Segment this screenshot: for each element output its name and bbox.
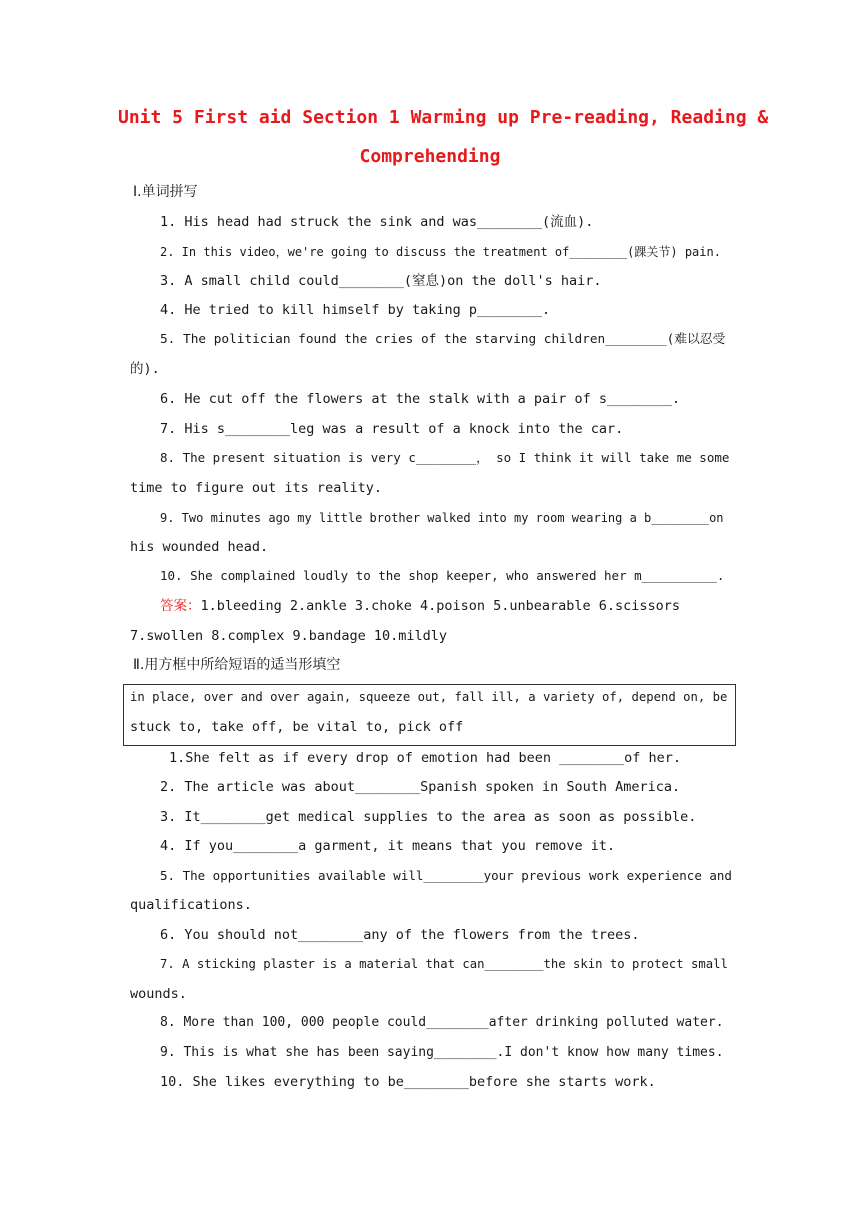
section-1-heading: Ⅰ.单词拼写 <box>133 184 198 200</box>
answer-label: 答案： <box>160 598 201 614</box>
s2-item-5-cont: qualifications. <box>130 897 252 913</box>
phrase-box-line-1: in place, over and over again, squeeze out, fall ill, a variety of, depend on, be <box>130 690 728 704</box>
answer-line-2: 7.swollen 8.complex 9.bandage 10.mildly <box>130 628 447 644</box>
s2-item-3: 3. It________get medical supplies to the area as soon as possible. <box>160 809 697 825</box>
s2-item-1: 1.She felt as if every drop of emotion had been ________of her. <box>169 750 682 766</box>
s2-item-8: 8. More than 100, 000 people could________after drinking polluted water. <box>160 1015 724 1030</box>
s1-item-1: 1. His head had struck the sink and was________(流血). <box>160 214 594 230</box>
phrase-box <box>123 684 736 746</box>
s2-item-2: 2. The article was about________Spanish spoken in South America. <box>160 779 681 795</box>
s1-item-7: 7. His s________leg was a result of a knock into the car. <box>160 421 624 437</box>
s2-item-5: 5. The opportunities available will________your previous work experience and <box>160 868 732 883</box>
s2-item-6: 6. You should not________any of the flowers from the trees. <box>160 927 640 943</box>
s1-item-5: 5. The politician found the cries of the starving children________(难以忍受 <box>160 332 726 347</box>
phrase-box-line-2: stuck to, take off, be vital to, pick off <box>130 719 464 735</box>
answer-text-1: 1.bleeding 2.ankle 3.choke 4.poison 5.unbearable 6.scissors <box>200 598 681 614</box>
s2-item-9: 9. This is what she has been saying________.I don't know how many times. <box>160 1045 724 1060</box>
page-title <box>118 98 769 176</box>
title-line-1: Unit 5 First aid Section 1 Warming up Pre-reading, Reading & <box>118 107 769 128</box>
s1-item-5-cont: 的). <box>130 361 160 377</box>
s1-item-8-cont: time to figure out its reality. <box>130 480 382 496</box>
s1-item-4: 4. He tried to kill himself by taking p________. <box>160 302 551 318</box>
section-2-heading: Ⅱ.用方框中所给短语的适当形填空 <box>133 657 341 673</box>
s2-item-10: 10. She likes everything to be________before she starts work. <box>160 1074 656 1090</box>
s1-item-8: 8. The present situation is very c________， so I think it will take me some <box>160 450 730 465</box>
s2-item-7-cont: wounds. <box>130 986 187 1002</box>
s1-item-9-cont: his wounded head. <box>130 539 269 555</box>
s2-item-7: 7. A sticking plaster is a material that can________the skin to protect small <box>160 957 728 971</box>
s1-item-9: 9. Two minutes ago my little brother walked into my room wearing a b________on <box>160 511 724 525</box>
answer-line-1 <box>160 596 730 616</box>
s1-item-2: 2. In this video，we're going to discuss the treatment of________(踝关节) pain. <box>160 245 721 259</box>
s2-item-4: 4. If you________a garment, it means that you remove it. <box>160 838 616 854</box>
s1-item-3: 3. A small child could________(窒息)on the doll's hair. <box>160 273 602 289</box>
s1-item-10: 10. She complained loudly to the shop keeper, who answered her m__________. <box>160 568 725 583</box>
title-line-2: Comprehending <box>359 146 501 167</box>
s1-item-6: 6. He cut off the flowers at the stalk with a pair of s________. <box>160 391 681 407</box>
